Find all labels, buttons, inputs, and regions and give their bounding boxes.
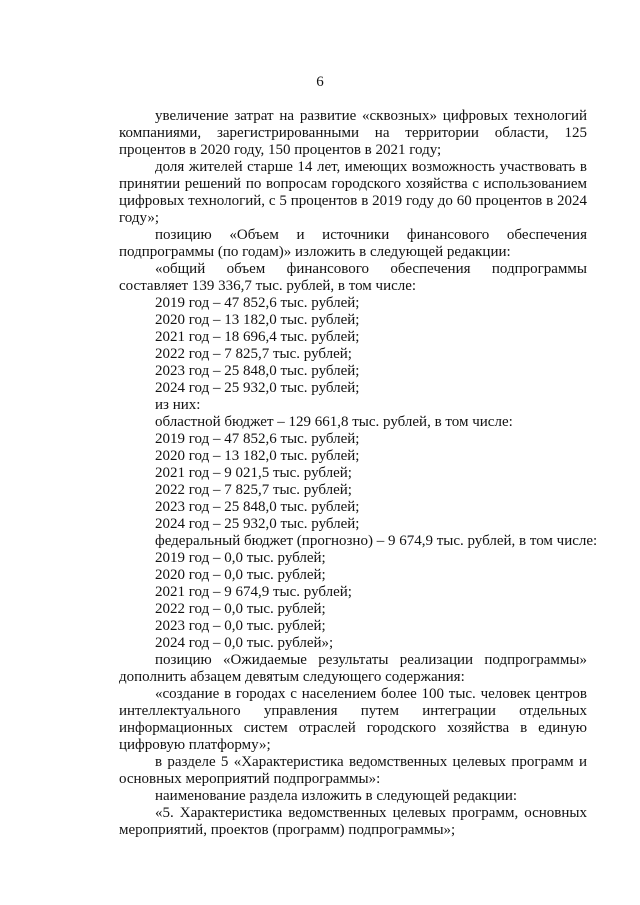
paragraph-section-title: «5. Характеристика ведомственных целевых программ, основных мероприятий, проектов (программ) подпрограммы»; xyxy=(119,805,587,838)
total-years-list xyxy=(119,295,587,397)
list-item: 2021 год – 9 674,9 тыс. рублей; xyxy=(155,584,352,600)
list-item: 2019 год – 47 852,6 тыс. рублей; xyxy=(155,431,360,447)
paragraph-intelligent-centers: «создание в городах с населением более 100 тыс. человек центров интеллектуального управления путем интеграции отдельных информационных систем отраслей городского хозяйства в единую цифровую платформу»; xyxy=(119,686,587,753)
list-item: 2023 год – 25 848,0 тыс. рублей; xyxy=(155,363,360,379)
list-item: 2023 год – 25 848,0 тыс. рублей; xyxy=(155,499,360,515)
of-which-label: из них: xyxy=(155,397,201,413)
list-item: 2019 год – 0,0 тыс. рублей; xyxy=(155,550,326,566)
list-item: 2019 год – 47 852,6 тыс. рублей; xyxy=(155,295,360,311)
document-body xyxy=(119,108,598,839)
list-item: 2021 год – 18 696,4 тыс. рублей; xyxy=(155,329,360,345)
list-item: 2022 год – 7 825,7 тыс. рублей; xyxy=(155,346,352,362)
list-item: 2022 год – 7 825,7 тыс. рублей; xyxy=(155,482,352,498)
paragraph-section-name: наименование раздела изложить в следующей редакции: xyxy=(155,788,518,804)
list-item: 2021 год – 9 021,5 тыс. рублей; xyxy=(155,465,352,481)
list-item: 2020 год – 13 182,0 тыс. рублей; xyxy=(155,448,360,464)
list-item: 2020 год – 13 182,0 тыс. рублей; xyxy=(155,312,360,328)
paragraph-section-5: в разделе 5 «Характеристика ведомственных целевых программ и основных мероприятий подпрограммы»: xyxy=(119,754,587,787)
list-item: 2024 год – 25 932,0 тыс. рублей; xyxy=(155,516,360,532)
paragraph-expected-results: позицию «Ожидаемые результаты реализации подпрограммы» дополнить абзацем девятым следующего содержания: xyxy=(119,652,587,685)
list-item: 2022 год – 0,0 тыс. рублей; xyxy=(155,601,326,617)
regional-budget-header: областной бюджет – 129 661,8 тыс. рублей, в том числе: xyxy=(155,414,513,430)
paragraph-residents-share: доля жителей старше 14 лет, имеющих возможность участвовать в принятии решений по вопросам городского хозяйства с использованием цифровых технологий, с 5 процентов в 2019 году до 60 процентов в 2024 году»; xyxy=(119,159,587,226)
paragraph-costs-increase: увеличение затрат на развитие «сквозных» цифровых технологий компаниями, зарегистрированными на территории области, 125 процентов в 2020 году, 150 процентов в 2021 году; xyxy=(119,108,587,158)
regional-years-list xyxy=(119,431,587,533)
list-item: 2023 год – 0,0 тыс. рублей; xyxy=(155,618,326,634)
list-item: 2024 год – 0,0 тыс. рублей»; xyxy=(155,635,334,651)
paragraph-position-financing: позицию «Объем и источники финансового обеспечения подпрограммы (по годам)» изложить в следующей редакции: xyxy=(119,227,587,260)
page-number: 6 xyxy=(316,74,324,90)
federal-years-list xyxy=(119,550,587,652)
list-item: 2024 год – 25 932,0 тыс. рублей; xyxy=(155,380,360,396)
federal-budget-header: федеральный бюджет (прогнозно) – 9 674,9 тыс. рублей, в том числе: xyxy=(155,533,598,549)
paragraph-total-financing: «общий объем финансового обеспечения подпрограммы составляет 139 336,7 тыс. рублей, в том числе: xyxy=(119,261,587,294)
list-item: 2020 год – 0,0 тыс. рублей; xyxy=(155,567,326,583)
